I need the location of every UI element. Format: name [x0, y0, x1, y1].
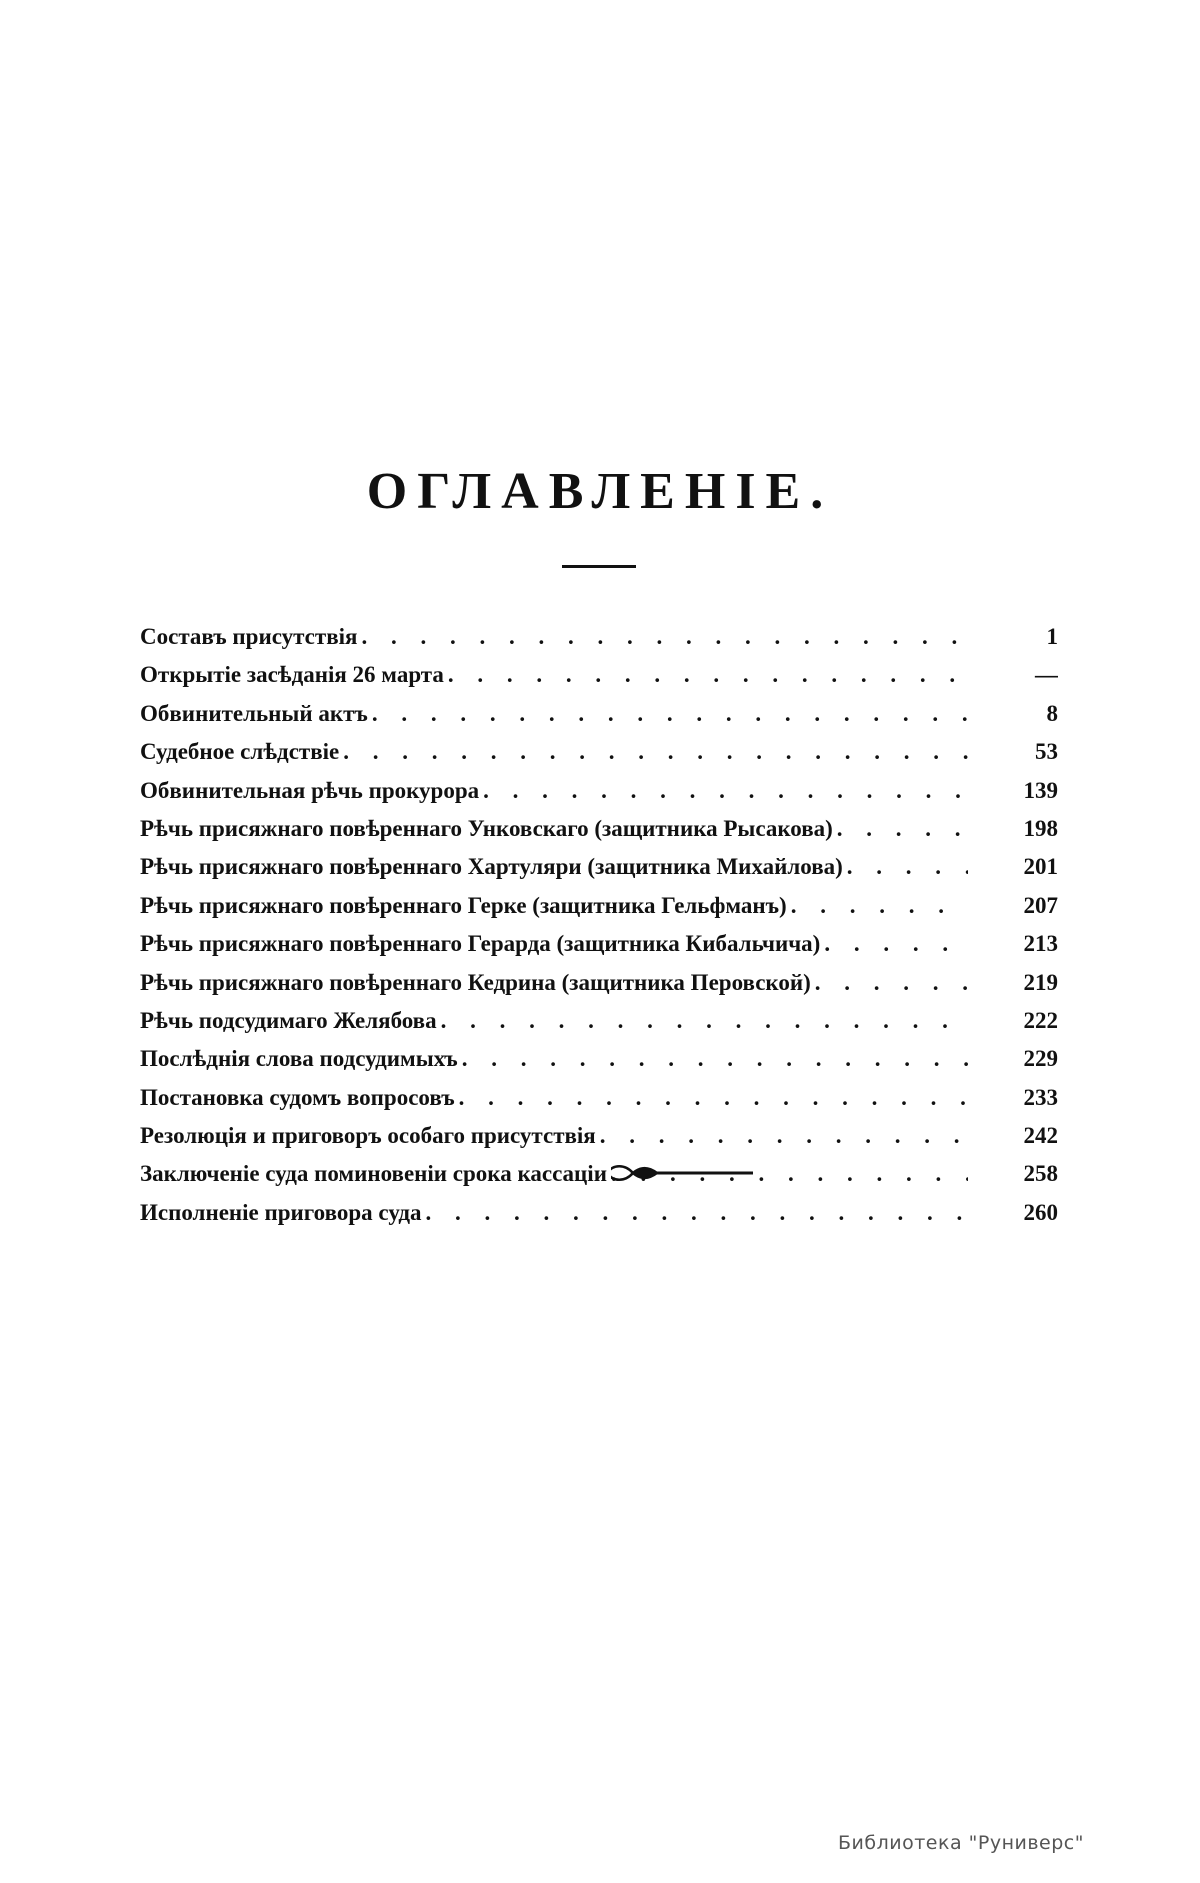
toc-entry-label: Рѣчь подсудимаго Желябова [140, 1002, 441, 1040]
toc-entry-label: Резолюція и приговоръ особаго присутствія [140, 1117, 600, 1155]
toc-entry-label: Рѣчь присяжнаго повѣреннаго Унковскаго (защитника Рысакова) [140, 810, 837, 848]
dot-leader [837, 810, 968, 848]
toc-entry-label: Открытіе засѣданія 26 марта [140, 656, 448, 694]
dot-leader [372, 695, 968, 733]
toc-entry-page-number: 198 [1023, 815, 1058, 841]
toc-entry-page-number: 207 [1023, 892, 1058, 918]
toc-entry-label: Послѣднія слова подсудимыхъ [140, 1040, 462, 1078]
toc-entry [140, 1002, 1058, 1040]
toc-entry-label: Судебное слѣдствіе [140, 733, 343, 771]
toc-entry-page-number: 201 [1023, 854, 1058, 880]
toc-entry [140, 848, 1058, 886]
dot-leader [343, 733, 968, 771]
dot-leader [361, 618, 968, 656]
toc-entry-label: Постановка судомъ вопросовъ [140, 1079, 459, 1117]
toc-entry-page-number: 53 [1035, 739, 1058, 765]
dot-leader [600, 1117, 968, 1155]
toc-entry-page-number: 139 [1023, 777, 1058, 803]
toc-entry [140, 656, 1058, 694]
page-title: ОГЛАВЛЕНІЕ. [366, 463, 834, 520]
toc-entry-page-number: 229 [1023, 1046, 1058, 1072]
toc-entry [140, 772, 1058, 810]
toc-entry-label: Рѣчь присяжнаго повѣреннаго Герке (защитника Гельфманъ) [140, 887, 791, 925]
toc-entry-label: Рѣчь присяжнаго повѣреннаго Кедрина (защитника Перовской) [140, 964, 815, 1002]
dot-leader [483, 772, 968, 810]
toc-entry-label: Составъ присутствія [140, 618, 361, 656]
toc-entry-page-number: 8 [1046, 700, 1058, 726]
toc-entry [140, 1040, 1058, 1078]
toc-entry-page-number: 222 [1023, 1007, 1058, 1033]
toc-entry [140, 1117, 1058, 1155]
toc-entry [140, 1079, 1058, 1117]
toc-entry-page-number: 258 [1023, 1161, 1058, 1187]
dot-leader [426, 1194, 968, 1232]
dot-leader [459, 1079, 968, 1117]
toc-entry-label: Обвинительная рѣчь прокурора [140, 772, 483, 810]
title-divider [562, 565, 636, 568]
toc-entry-label: Рѣчь присяжнаго повѣреннаго Герарда (защитника Кибальчича) [140, 925, 824, 963]
toc-entry [140, 964, 1058, 1002]
toc-entry-label: Рѣчь присяжнаго повѣреннаго Хартуляри (защитника Михайлова) [140, 848, 847, 886]
toc-entry-page-number: 233 [1023, 1084, 1058, 1110]
toc-entry [140, 695, 1058, 733]
dot-leader [847, 848, 968, 886]
toc-entry [140, 810, 1058, 848]
toc-entry [140, 925, 1058, 963]
dot-leader [448, 656, 968, 694]
dot-leader [824, 925, 968, 963]
dot-leader [815, 964, 968, 1002]
toc-entry-page-number: 260 [1023, 1199, 1058, 1225]
toc-entry-page-number: — [1035, 662, 1058, 688]
toc-entry [140, 887, 1058, 925]
toc-entry-label: Заключеніе суда поминовеніи срока кассаціи [140, 1155, 611, 1193]
toc-entry-page-number: 219 [1023, 969, 1058, 995]
toc-entry-page-number: 242 [1023, 1123, 1058, 1149]
dot-leader [441, 1002, 968, 1040]
table-of-contents [140, 618, 1058, 1232]
toc-entry [140, 733, 1058, 771]
toc-entry [140, 618, 1058, 656]
toc-entry-page-number: 213 [1023, 931, 1058, 957]
toc-entry-label: Исполненіе приговора суда [140, 1194, 426, 1232]
toc-entry-page-number: 1 [1046, 624, 1058, 649]
library-watermark: Библиотека "Руниверс" [838, 1832, 1084, 1854]
toc-entry [140, 1155, 1058, 1193]
dot-leader [462, 1040, 968, 1078]
toc-entry [140, 1194, 1058, 1232]
dot-leader [791, 887, 968, 925]
toc-entry-label: Обвинительный актъ [140, 695, 372, 733]
